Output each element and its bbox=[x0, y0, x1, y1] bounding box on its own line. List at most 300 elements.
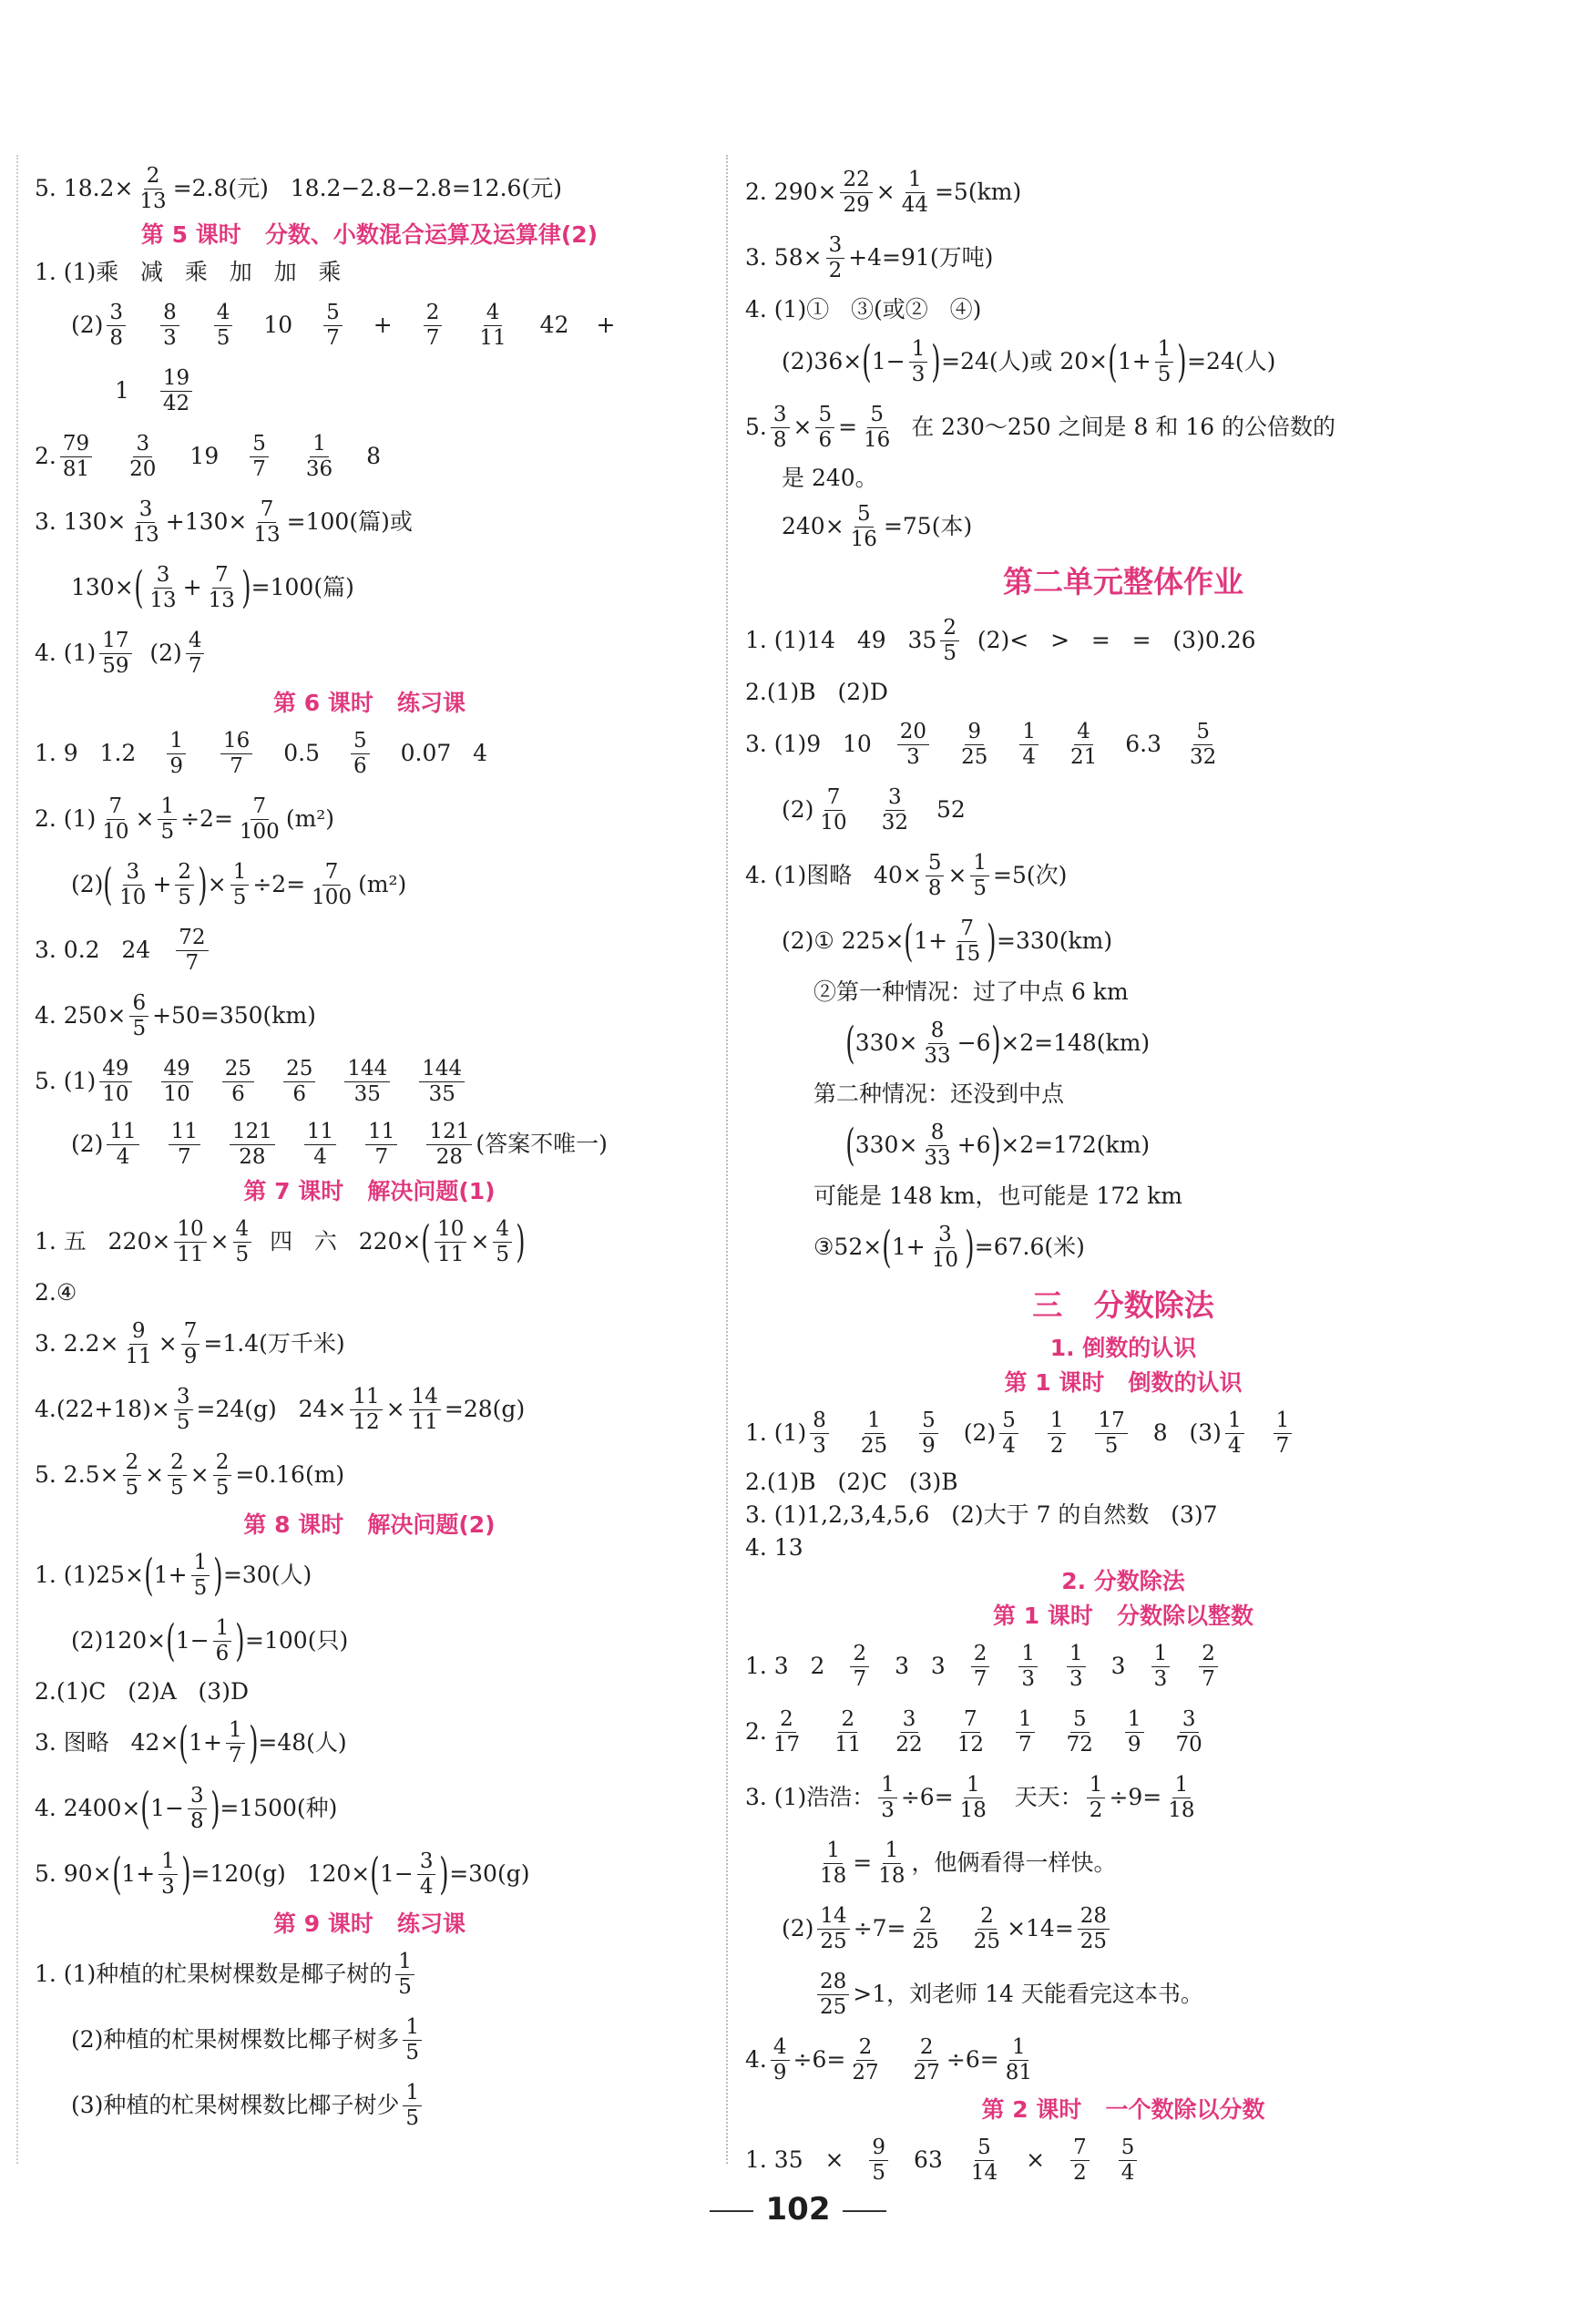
denominator: 2 bbox=[1073, 2160, 1087, 2185]
denominator: 29 bbox=[843, 192, 870, 217]
text: (2) bbox=[71, 312, 104, 338]
numerator: 7 bbox=[251, 794, 270, 820]
text: =1.4(万千米) bbox=[203, 1330, 345, 1357]
denominator: 3 bbox=[881, 1798, 895, 1822]
numerator: 49 bbox=[161, 1057, 193, 1082]
numerator: 5 bbox=[1193, 720, 1212, 745]
fraction bbox=[1070, 2136, 1090, 2186]
text: +6 bbox=[957, 1132, 991, 1158]
text: (2)120× bbox=[71, 1627, 167, 1654]
fraction bbox=[395, 1950, 414, 2000]
left-paren: ( bbox=[144, 1550, 154, 1601]
answer-line bbox=[35, 1311, 704, 1377]
denominator: 9 bbox=[922, 1433, 936, 1458]
answer-line bbox=[35, 786, 704, 852]
fraction bbox=[832, 1707, 864, 1757]
text: 63 bbox=[914, 2146, 943, 2173]
fraction bbox=[350, 1385, 382, 1435]
text: ×2=148(km) bbox=[1000, 1029, 1151, 1056]
text: (2) bbox=[963, 1419, 997, 1446]
fraction bbox=[476, 301, 508, 351]
fraction bbox=[230, 1120, 275, 1170]
answer-line bbox=[745, 673, 1501, 712]
fraction bbox=[129, 497, 161, 548]
text: × bbox=[189, 1461, 210, 1488]
text: × bbox=[470, 1228, 490, 1255]
numerator: 14 bbox=[817, 1904, 849, 1930]
text: 2. (1) bbox=[35, 805, 97, 832]
numerator: 1 bbox=[1225, 1408, 1244, 1434]
answer-line bbox=[745, 1178, 1501, 1214]
right-paren: ) bbox=[213, 1550, 223, 1601]
text: =0.16(m) bbox=[235, 1461, 345, 1488]
numerator: 22 bbox=[840, 168, 872, 193]
denominator: 100 bbox=[312, 885, 353, 909]
fraction bbox=[1048, 1408, 1067, 1459]
section-heading bbox=[35, 686, 704, 721]
denominator: 44 bbox=[901, 192, 928, 217]
section-heading-large bbox=[745, 557, 1501, 608]
numerator: 17 bbox=[99, 629, 131, 654]
denominator: 14 bbox=[970, 2160, 998, 2185]
fraction bbox=[117, 860, 148, 910]
fraction bbox=[303, 432, 335, 482]
text: 3. 2.2× bbox=[35, 1330, 119, 1357]
denominator: 33 bbox=[924, 1145, 951, 1170]
numerator: 1 bbox=[226, 1718, 245, 1744]
fraction bbox=[815, 403, 834, 453]
right-column bbox=[745, 159, 1501, 2193]
text: 2. 290× bbox=[745, 179, 837, 205]
fraction bbox=[304, 1120, 336, 1170]
text: 2.(1)B (2)D bbox=[745, 679, 888, 705]
numerator: 25 bbox=[283, 1057, 315, 1082]
denominator: 100 bbox=[239, 819, 280, 844]
numerator: 9 bbox=[129, 1319, 148, 1345]
denominator: 6 bbox=[231, 1081, 245, 1106]
fraction bbox=[403, 2081, 422, 2131]
numerator: 1 bbox=[167, 729, 186, 754]
text: × bbox=[947, 862, 967, 888]
text: 3. (1)1,2,3,4,5,6 (2)大于 7 的自然数 (3)7 bbox=[745, 1501, 1218, 1528]
denominator: 70 bbox=[1175, 1732, 1202, 1757]
text: 2.④ bbox=[35, 1279, 77, 1306]
text: 4. bbox=[745, 2046, 767, 2073]
text: =100(只) bbox=[245, 1627, 349, 1654]
right-paren: ) bbox=[931, 336, 941, 387]
numerator: 3 bbox=[417, 1849, 436, 1875]
denominator: 6 bbox=[818, 427, 833, 452]
answer-line bbox=[35, 983, 704, 1049]
numerator: 7 bbox=[212, 563, 231, 589]
fraction bbox=[1274, 1408, 1293, 1459]
right-paren: ) bbox=[210, 1783, 220, 1834]
numerator: 9 bbox=[869, 2136, 888, 2161]
left-paren: ( bbox=[845, 1120, 855, 1171]
numerator: 72 bbox=[176, 926, 208, 951]
fraction bbox=[909, 337, 928, 387]
answer-line bbox=[35, 1114, 704, 1174]
numerator: 5 bbox=[854, 502, 874, 528]
fraction bbox=[921, 1121, 953, 1171]
answer-line bbox=[745, 1699, 1501, 1765]
denominator: 8 bbox=[189, 1808, 204, 1833]
text: (m²) bbox=[358, 871, 407, 897]
answer-line bbox=[745, 1531, 1501, 1564]
left-paren: ( bbox=[1108, 336, 1118, 387]
numerator: 3 bbox=[885, 785, 905, 811]
fraction bbox=[899, 168, 931, 218]
answer-line bbox=[35, 1776, 704, 1841]
denominator: 35 bbox=[428, 1081, 455, 1106]
text: =30(人) bbox=[222, 1562, 312, 1588]
text: 1− bbox=[379, 1860, 414, 1887]
text: 1− bbox=[871, 348, 905, 374]
text: =5(次) bbox=[993, 862, 1068, 888]
denominator: 7 bbox=[1018, 1732, 1032, 1757]
answer-line bbox=[745, 1466, 1501, 1499]
numerator: 4 bbox=[233, 1217, 252, 1243]
numerator: 7 bbox=[961, 1707, 980, 1733]
denominator: 5 bbox=[398, 1974, 412, 1999]
denominator: 25 bbox=[973, 1929, 1001, 1953]
fraction bbox=[893, 1707, 925, 1757]
text: 3 3 bbox=[895, 1653, 946, 1679]
text: 第 6 课时 练习课 bbox=[273, 690, 466, 716]
numerator: 11 bbox=[107, 1120, 138, 1145]
numerator: 5 bbox=[351, 729, 370, 754]
fraction bbox=[237, 794, 282, 845]
denominator: 32 bbox=[881, 810, 908, 835]
numerator: 121 bbox=[426, 1120, 472, 1145]
text: 第 2 课时 一个数除以分数 bbox=[981, 2096, 1265, 2123]
text: ÷6= bbox=[900, 1784, 954, 1810]
text: 四 六 220× bbox=[255, 1228, 422, 1255]
right-paren: ) bbox=[248, 1717, 259, 1768]
section-heading bbox=[745, 1331, 1501, 1366]
numerator: 2 bbox=[175, 860, 194, 886]
denominator: 4 bbox=[1227, 1433, 1242, 1458]
denominator: 5 bbox=[125, 1475, 139, 1500]
numerator: 1 bbox=[158, 794, 177, 820]
text: 三 分数除法 bbox=[1032, 1287, 1214, 1323]
text: 第 5 课时 分数、小数混合运算及运算律(2) bbox=[140, 221, 598, 248]
fraction bbox=[351, 729, 370, 779]
numerator: 3 bbox=[826, 233, 845, 259]
right-paren: ) bbox=[990, 1120, 1001, 1171]
denominator: 10 bbox=[163, 1081, 190, 1106]
text: ÷2= bbox=[180, 805, 233, 832]
answer-line bbox=[35, 1674, 704, 1710]
numerator: 2 bbox=[940, 616, 959, 641]
text: 6.3 bbox=[1125, 731, 1162, 757]
text: + bbox=[596, 312, 616, 338]
fraction bbox=[147, 563, 179, 613]
fraction bbox=[817, 1839, 849, 1889]
denominator: 25 bbox=[820, 1929, 847, 1953]
text: ÷7= bbox=[853, 1915, 906, 1941]
denominator: 7 bbox=[374, 1144, 389, 1169]
denominator: 9 bbox=[1127, 1732, 1141, 1757]
text: 1. 五 220× bbox=[35, 1228, 171, 1255]
text: ÷6= bbox=[946, 2046, 999, 2073]
text: 4. (1) bbox=[35, 640, 97, 666]
denominator: 13 bbox=[132, 522, 159, 547]
denominator: 18 bbox=[959, 1798, 987, 1822]
denominator: 5 bbox=[160, 819, 175, 844]
denominator: 11 bbox=[125, 1344, 152, 1368]
denominator: 28 bbox=[239, 1144, 266, 1169]
numerator: 3 bbox=[188, 1784, 207, 1809]
numerator: 1 bbox=[403, 2015, 422, 2041]
denominator: 3 bbox=[1069, 1666, 1083, 1691]
denominator: 10 bbox=[820, 810, 847, 835]
answer-line bbox=[35, 1209, 704, 1275]
left-paren: ( bbox=[140, 1783, 150, 1834]
fraction bbox=[323, 301, 343, 351]
fraction bbox=[1165, 1773, 1197, 1823]
denominator: 13 bbox=[253, 522, 281, 547]
fraction bbox=[365, 1120, 397, 1170]
binding-margin bbox=[16, 155, 18, 2164]
fraction bbox=[810, 1408, 829, 1459]
denominator: 5 bbox=[170, 1475, 184, 1500]
answer-line bbox=[745, 394, 1501, 460]
section-heading bbox=[745, 1599, 1501, 1634]
denominator: 72 bbox=[1066, 1732, 1093, 1757]
text: 1. (1)种植的杧果树棵数是椰子树的 bbox=[35, 1961, 393, 1987]
text: + bbox=[182, 574, 202, 600]
right-paren: ) bbox=[235, 1615, 245, 1666]
numerator: 2 bbox=[916, 1904, 936, 1930]
numerator: 25 bbox=[222, 1057, 254, 1082]
denominator: 7 bbox=[185, 950, 200, 975]
text: =2.8(元) 18.2−2.8−2.8=12.6(元) bbox=[172, 175, 562, 201]
left-paren: ( bbox=[111, 1849, 122, 1900]
text: (2) bbox=[135, 640, 182, 666]
left-column bbox=[35, 159, 704, 2138]
denominator: 27 bbox=[852, 2060, 879, 2085]
fraction bbox=[107, 1120, 138, 1170]
numerator: 5 bbox=[975, 2136, 994, 2161]
denominator: 59 bbox=[102, 653, 129, 678]
numerator: 1 bbox=[191, 1551, 210, 1576]
denominator: 7 bbox=[973, 1666, 987, 1691]
fraction bbox=[107, 301, 126, 351]
text: ÷2= bbox=[252, 871, 306, 897]
denominator: 12 bbox=[353, 1409, 380, 1434]
denominator: 10 bbox=[102, 819, 129, 844]
left-paren: ( bbox=[882, 1222, 892, 1273]
answer-line bbox=[745, 2027, 1501, 2093]
denominator: 6 bbox=[215, 1641, 230, 1665]
fraction bbox=[1016, 1707, 1035, 1757]
answer-line bbox=[745, 460, 1501, 497]
denominator: 5 bbox=[943, 640, 957, 665]
denominator: 9 bbox=[183, 1344, 198, 1368]
fraction bbox=[971, 1642, 990, 1692]
answer-line bbox=[745, 2127, 1501, 2193]
denominator: 4 bbox=[313, 1144, 327, 1169]
numerator: 5 bbox=[919, 1408, 938, 1434]
fraction bbox=[1151, 1642, 1171, 1692]
numerator: 2 bbox=[168, 1450, 187, 1476]
text: 5. 2.5× bbox=[35, 1461, 119, 1488]
answer-line bbox=[35, 1710, 704, 1776]
numerator: 121 bbox=[230, 1120, 275, 1145]
denominator: 16 bbox=[864, 427, 891, 452]
denominator: 8 bbox=[772, 427, 787, 452]
text: 0.5 bbox=[283, 740, 320, 766]
numerator: 5 bbox=[323, 301, 343, 326]
page-number: 102 bbox=[0, 2191, 1596, 2228]
fraction bbox=[403, 2015, 422, 2065]
right-paren: ) bbox=[198, 859, 208, 910]
answer-line bbox=[35, 292, 704, 358]
denominator: 17 bbox=[772, 1732, 801, 1757]
fraction bbox=[160, 366, 192, 416]
denominator: 10 bbox=[119, 885, 147, 909]
fraction bbox=[222, 1057, 254, 1107]
fraction bbox=[99, 629, 131, 679]
text: ×14= bbox=[1007, 1915, 1074, 1941]
text: 2. 分数除法 bbox=[1061, 1568, 1185, 1594]
numerator: 7 bbox=[107, 794, 126, 820]
numerator: 1 bbox=[878, 1773, 897, 1798]
fraction bbox=[951, 917, 983, 967]
text: =30(g) bbox=[449, 1860, 530, 1887]
denominator: 3 bbox=[1153, 1666, 1168, 1691]
denominator: 25 bbox=[912, 1929, 939, 1953]
answer-line bbox=[745, 291, 1501, 329]
fraction bbox=[123, 1319, 155, 1369]
fraction bbox=[921, 1019, 953, 1069]
answer-line bbox=[35, 1608, 704, 1674]
fraction bbox=[1187, 720, 1219, 770]
numerator: 1 bbox=[1125, 1707, 1144, 1733]
denominator: 10 bbox=[931, 1247, 959, 1272]
fraction bbox=[850, 1642, 869, 1692]
answer-line bbox=[745, 1962, 1501, 2027]
text: 4. (1)① ③(或② ④) bbox=[745, 296, 982, 323]
numerator: 3 bbox=[133, 432, 152, 457]
numerator: 1 bbox=[824, 1839, 843, 1864]
text: (2)① 225× bbox=[782, 927, 905, 954]
denominator: 5 bbox=[1104, 1433, 1119, 1458]
fraction bbox=[186, 629, 205, 679]
text: (2) bbox=[71, 871, 104, 897]
section-heading bbox=[745, 1564, 1501, 1599]
denominator: 6 bbox=[292, 1081, 307, 1106]
text: 1. (1) bbox=[745, 1419, 807, 1446]
answer-line bbox=[745, 159, 1501, 225]
answer-line bbox=[35, 424, 704, 489]
right-paren: ) bbox=[241, 562, 251, 613]
denominator: 21 bbox=[1069, 744, 1098, 769]
text: =100(篇)或 bbox=[286, 508, 413, 535]
text: (2)36× bbox=[782, 348, 863, 374]
numerator: 1 bbox=[1048, 1408, 1067, 1434]
numerator: 17 bbox=[1095, 1408, 1127, 1434]
numerator: 2 bbox=[856, 2035, 875, 2061]
text: =24(人) bbox=[1187, 348, 1276, 374]
fraction bbox=[771, 1707, 803, 1757]
numerator: 9 bbox=[965, 720, 984, 745]
text: 第二种情况：还没到中点 bbox=[813, 1081, 1065, 1107]
section-heading bbox=[35, 1174, 704, 1209]
answer-line bbox=[35, 1542, 704, 1608]
numerator: 8 bbox=[928, 1121, 947, 1146]
numerator: 8 bbox=[810, 1408, 829, 1434]
denominator: 7 bbox=[252, 456, 266, 481]
denominator: 4 bbox=[116, 1144, 130, 1169]
fraction bbox=[848, 502, 880, 552]
answer-line bbox=[35, 489, 704, 555]
text: 在 230～250 之间是 8 和 16 的公倍数的 bbox=[896, 414, 1336, 440]
fraction bbox=[213, 1616, 232, 1666]
text: (答案不唯一) bbox=[476, 1131, 608, 1157]
text: 可能是 148 km，也可能是 172 km bbox=[813, 1183, 1182, 1209]
fraction bbox=[879, 785, 911, 835]
text: 240× bbox=[782, 513, 844, 539]
fraction bbox=[123, 1450, 142, 1501]
left-paren: ( bbox=[179, 1717, 189, 1768]
numerator: 28 bbox=[817, 1970, 849, 1995]
denominator: 81 bbox=[62, 456, 90, 481]
denominator: 7 bbox=[853, 1666, 867, 1691]
fraction bbox=[169, 1120, 200, 1170]
numerator: 1 bbox=[909, 337, 928, 363]
denominator: 25 bbox=[961, 744, 988, 769]
fraction bbox=[493, 1217, 512, 1267]
numerator: 4 bbox=[214, 301, 233, 326]
fraction bbox=[840, 168, 872, 218]
numerator: 16 bbox=[220, 729, 252, 754]
denominator: 12 bbox=[957, 1732, 984, 1757]
answer-line bbox=[745, 1400, 1501, 1466]
section-heading-large bbox=[745, 1280, 1501, 1331]
text: 1 bbox=[115, 377, 129, 404]
denominator: 7 bbox=[229, 1743, 242, 1767]
text: 第 1 课时 倒数的认识 bbox=[1004, 1369, 1243, 1396]
denominator: 7 bbox=[425, 325, 440, 350]
denominator: 28 bbox=[435, 1144, 464, 1169]
fraction bbox=[1095, 1408, 1127, 1459]
text: 2. bbox=[745, 1718, 767, 1745]
numerator: 4 bbox=[771, 2035, 790, 2061]
text: 42 bbox=[539, 312, 569, 338]
text: 19 bbox=[189, 443, 220, 469]
numerator: 2 bbox=[1199, 1642, 1218, 1667]
text: × bbox=[793, 414, 813, 440]
answer-line bbox=[35, 2073, 704, 2138]
denominator: 15 bbox=[954, 941, 981, 966]
text: +4=91(万吨) bbox=[848, 244, 994, 271]
numerator: 3 bbox=[771, 403, 790, 428]
denominator: 18 bbox=[1168, 1798, 1195, 1822]
text: = bbox=[853, 1849, 873, 1876]
denominator: 7 bbox=[1202, 1666, 1215, 1691]
fraction bbox=[220, 729, 252, 779]
answer-line bbox=[35, 1941, 704, 2007]
answer-line bbox=[745, 908, 1501, 974]
denominator: 6 bbox=[353, 753, 367, 778]
denominator: 5 bbox=[215, 1475, 230, 1500]
numerator: 2 bbox=[213, 1450, 232, 1476]
numerator: 7 bbox=[1070, 2136, 1090, 2161]
numerator: 14 bbox=[409, 1385, 441, 1410]
answer-line bbox=[745, 1765, 1501, 1830]
